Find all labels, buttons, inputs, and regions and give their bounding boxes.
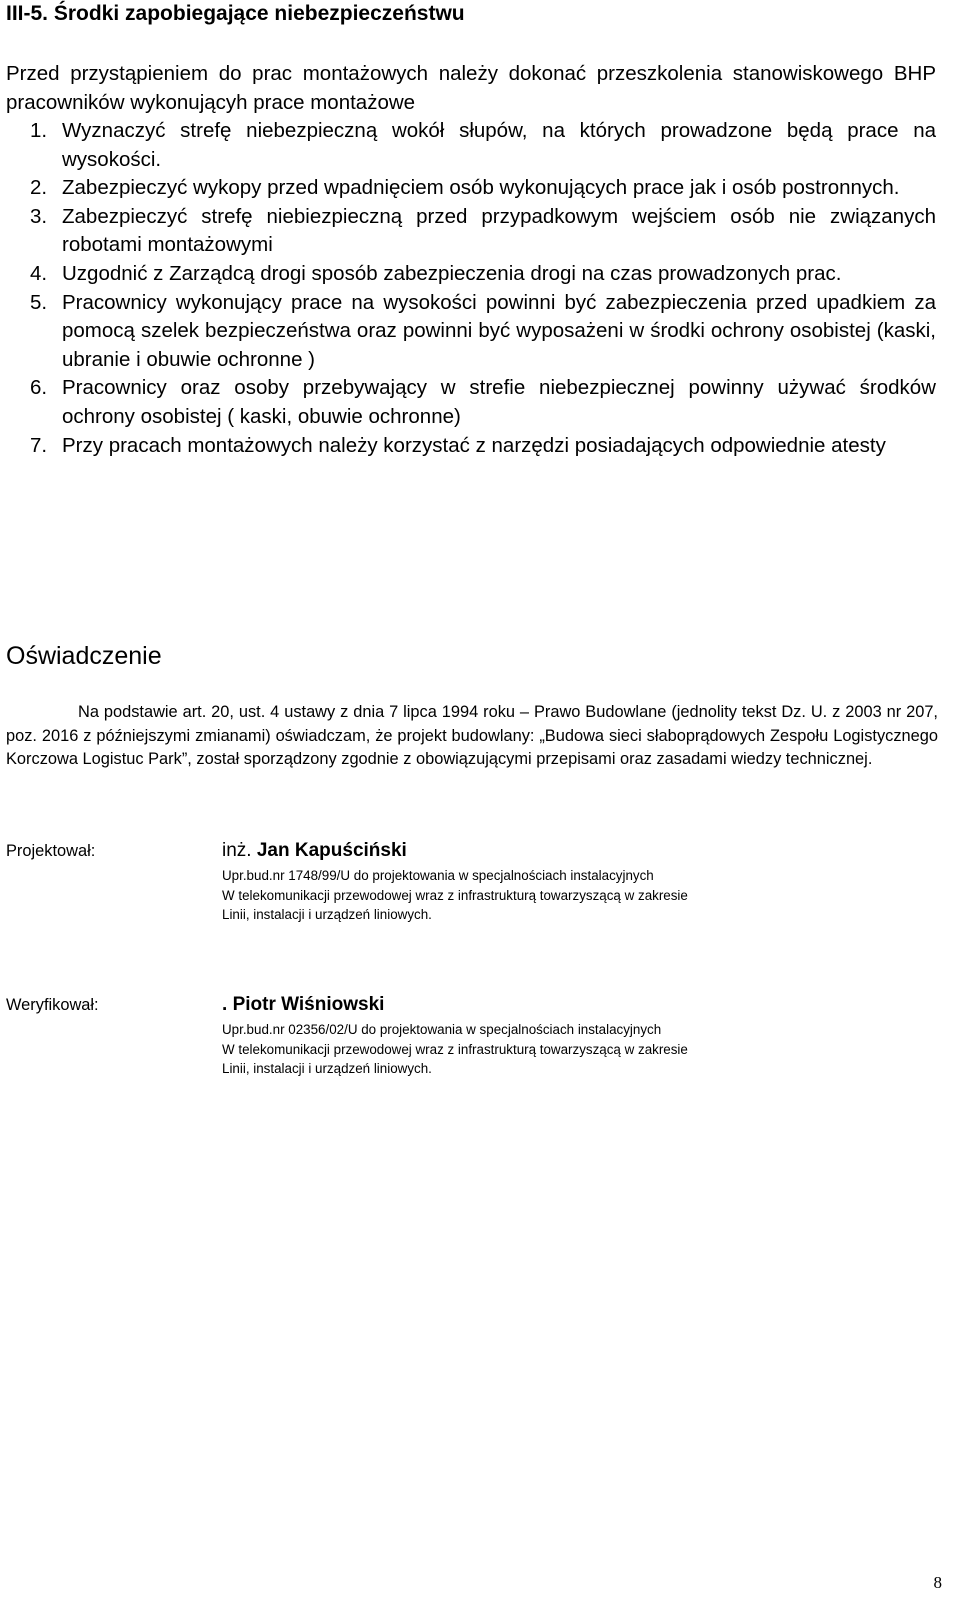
- signatory-role: Weryfikował:: [6, 996, 99, 1014]
- list-item-text: Zabezpieczyć strefę niebiezpieczną przed przypadkowym wejściem osób nie związanych robotami montażowymi: [62, 204, 936, 257]
- signatory-credentials: [222, 866, 922, 925]
- intro-paragraph: Przed przystąpieniem do prac montażowych należy dokonać przeszkolenia stanowiskowego BHP pracowników wykonującyh prace montażowe: [6, 62, 936, 114]
- list-item-number: 5.: [30, 290, 48, 314]
- list-item-number: 1.: [30, 119, 48, 142]
- list-item-number: 7.: [30, 433, 48, 457]
- credential-line: Linii, instalacji i urządzeń liniowych.: [222, 907, 432, 922]
- list-item-number: 2.: [30, 176, 48, 200]
- list-item-text: Uzgodnić z Zarządcą drogi sposób zabezpieczenia drogi na czas prowadzonych prac.: [62, 261, 842, 285]
- signatory-credentials: [222, 1020, 922, 1079]
- signatory-title-prefix: .: [222, 994, 228, 1015]
- credential-line: W telekomunikacji przewodowej wraz z infrastrukturą towarzyszącą w zakresie: [222, 1041, 688, 1057]
- list-item-text: Przy pracach montażowych należy korzystać z narzędzi posiadających odpowiednie atesty: [62, 433, 886, 457]
- list-item-text: Pracownicy oraz osoby przebywający w strefie niebezpiecznej powinny używać środków ochrony osobistej ( kaski, obuwie ochronne): [62, 376, 936, 428]
- declaration-body: Na podstawie art. 20, ust. 4 ustawy z dnia 7 lipca 1994 roku – Prawo Budowlane (jednolity tekst Dz. U. z 2003 nr 207, poz. 2016 z późniejszymi zmianami) oświadczam, że projekt budowlany: „Budowa sieci słaboprądowych Zespołu Logistycznego Korczowa Logistuc Park”, został sporządzony zgodnie z obowiązującymi przepisami oraz zasadami wiedzy technicznej.: [6, 703, 938, 769]
- list-item-number: 6.: [30, 376, 48, 400]
- signatory-details: [222, 994, 922, 1079]
- signatory-name-line: [222, 994, 922, 1016]
- credential-line: Upr.bud.nr 02356/02/U do projektowania w specjalnościach instalacyjnych: [222, 1022, 662, 1037]
- credential-line: W telekomunikacji przewodowej wraz z infrastrukturą towarzyszącą w zakresie: [222, 887, 688, 903]
- list-item: [30, 374, 936, 431]
- list-item-number: 3.: [30, 204, 48, 228]
- signatory-details: [222, 840, 922, 925]
- list-item: [30, 432, 936, 461]
- signatory-name-line: [222, 840, 922, 862]
- signatory-role: Projektował:: [6, 842, 96, 860]
- declaration-title: Oświadczenie: [6, 642, 162, 670]
- list-item: [30, 260, 936, 289]
- signatory-title-prefix: inż.: [222, 840, 252, 861]
- list-item-text: Pracownicy wykonujący prace na wysokości powinni być zabezpieczenia przed upadkiem za pomocą szelek bezpieczeństwa oraz powinni być wyposażeni w środki ochrony osobistej (kaski, ubranie i obuwie ochronne ): [62, 290, 936, 371]
- section-title: III-5. Środki zapobiegające niebezpieczeństwu: [6, 2, 465, 25]
- list-item: [30, 117, 936, 174]
- page-number: 8: [933, 1573, 942, 1592]
- list-item-text: Wyznaczyć strefę niebezpieczną wokół słupów, na których prowadzone będą prace na wysokości.: [62, 119, 936, 171]
- safety-measures-list: [30, 117, 936, 460]
- signatory-name: Piotr Wiśniowski: [232, 994, 385, 1015]
- list-item-number: 4.: [30, 261, 48, 285]
- signatory-name: Jan Kapuściński: [256, 840, 407, 861]
- credential-line: Linii, instalacji i urządzeń liniowych.: [222, 1061, 432, 1076]
- list-item: [30, 203, 936, 260]
- list-item-text: Zabezpieczyć wykopy przed wpadnięciem osób wykonujących prace jak i osób postronnych.: [62, 176, 900, 200]
- list-item: [30, 174, 936, 203]
- list-item: [30, 289, 936, 375]
- credential-line: Upr.bud.nr 1748/99/U do projektowania w specjalnościach instalacyjnych: [222, 868, 654, 883]
